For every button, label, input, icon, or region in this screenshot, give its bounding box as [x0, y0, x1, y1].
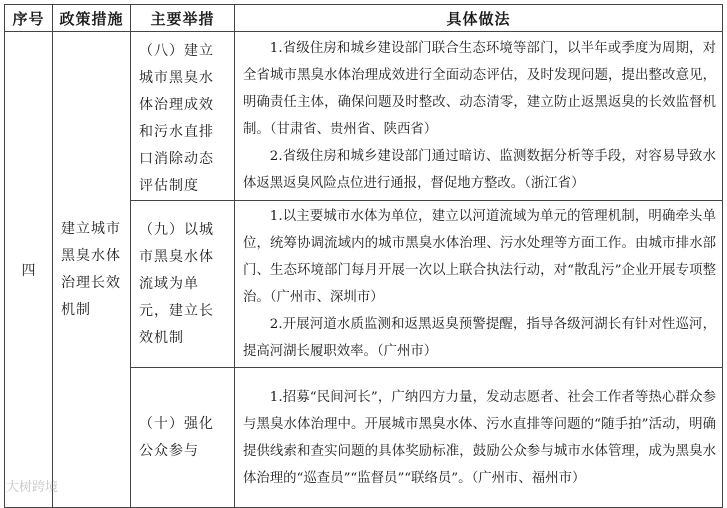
- measure-detail: [235, 368, 723, 508]
- measure-title: （八）建立城市黑臭水体治理成效和污水直排口消除动态评估制度: [131, 32, 235, 201]
- detail-paragraph: 2.省级住房和城乡建设部门通过暗访、监测数据分析等手段，对容易导致水体返黑返臭风险点位进行通报，督促地方整改。（浙江省）: [243, 149, 716, 191]
- detail-paragraph: 1.以主要城市水体为单位，建立以河道流域为单元的管理机制，明确牵头单位，统筹协调流域内的城市黑臭水体治理、污水处理等方面工作。由城市排水部门、生态环境部门每月开展一次以上联合执法行动，对“散乱污”企业开展专项整治。（广州市、深圳市）: [243, 209, 716, 305]
- detail-paragraph: 1.招募“民间河长”，广纳四方力量，发动志愿者、社会工作者等热心群众参与黑臭水体治理中。开展城市黑臭水体、污水直排等问题的“随手拍”活动，明确提供线索和查实问题的具体奖励标准，鼓励公众参与城市水体管理，成为黑臭水体治理的“巡查员”“监督员”“联络员”。（广州市、福州市）: [243, 389, 716, 486]
- table-header-row: [5, 5, 723, 32]
- measure-detail: [235, 201, 723, 368]
- policy-table: [4, 4, 723, 508]
- header-index: 序号: [5, 5, 53, 32]
- watermark: 大树跨境: [6, 480, 59, 495]
- detail-paragraph: 1.省级住房和城乡建设部门联合生态环境等部门，以半年或季度为周期，对全省城市黑臭水体治理成效进行全面动态评估，及时发现问题，提出整改意见，明确责任主体，确保问题及时整改、动态清零，建立防止返黑返臭的长效监督机制。（甘肃省、贵州省、陕西省）: [243, 41, 716, 137]
- measure-detail: [235, 32, 723, 201]
- measure-title: （九）以城市黑臭水体流域为单元，建立长效机制: [131, 201, 235, 368]
- header-measure: 主要举措: [131, 5, 235, 32]
- measure-title: （十）强化公众参与: [131, 368, 235, 508]
- table-row: [5, 32, 723, 201]
- detail-paragraph: 2.开展河道水质监测和返黑返臭预警提醒，指导各级河湖长有针对性巡河，提高河湖长履职效率。（广州市）: [243, 317, 716, 359]
- header-detail: 具体做法: [235, 5, 723, 32]
- row-policy: 建立城市黑臭水体治理长效机制: [53, 32, 131, 508]
- row-index: 四: [5, 32, 53, 508]
- header-policy: 政策措施: [53, 5, 131, 32]
